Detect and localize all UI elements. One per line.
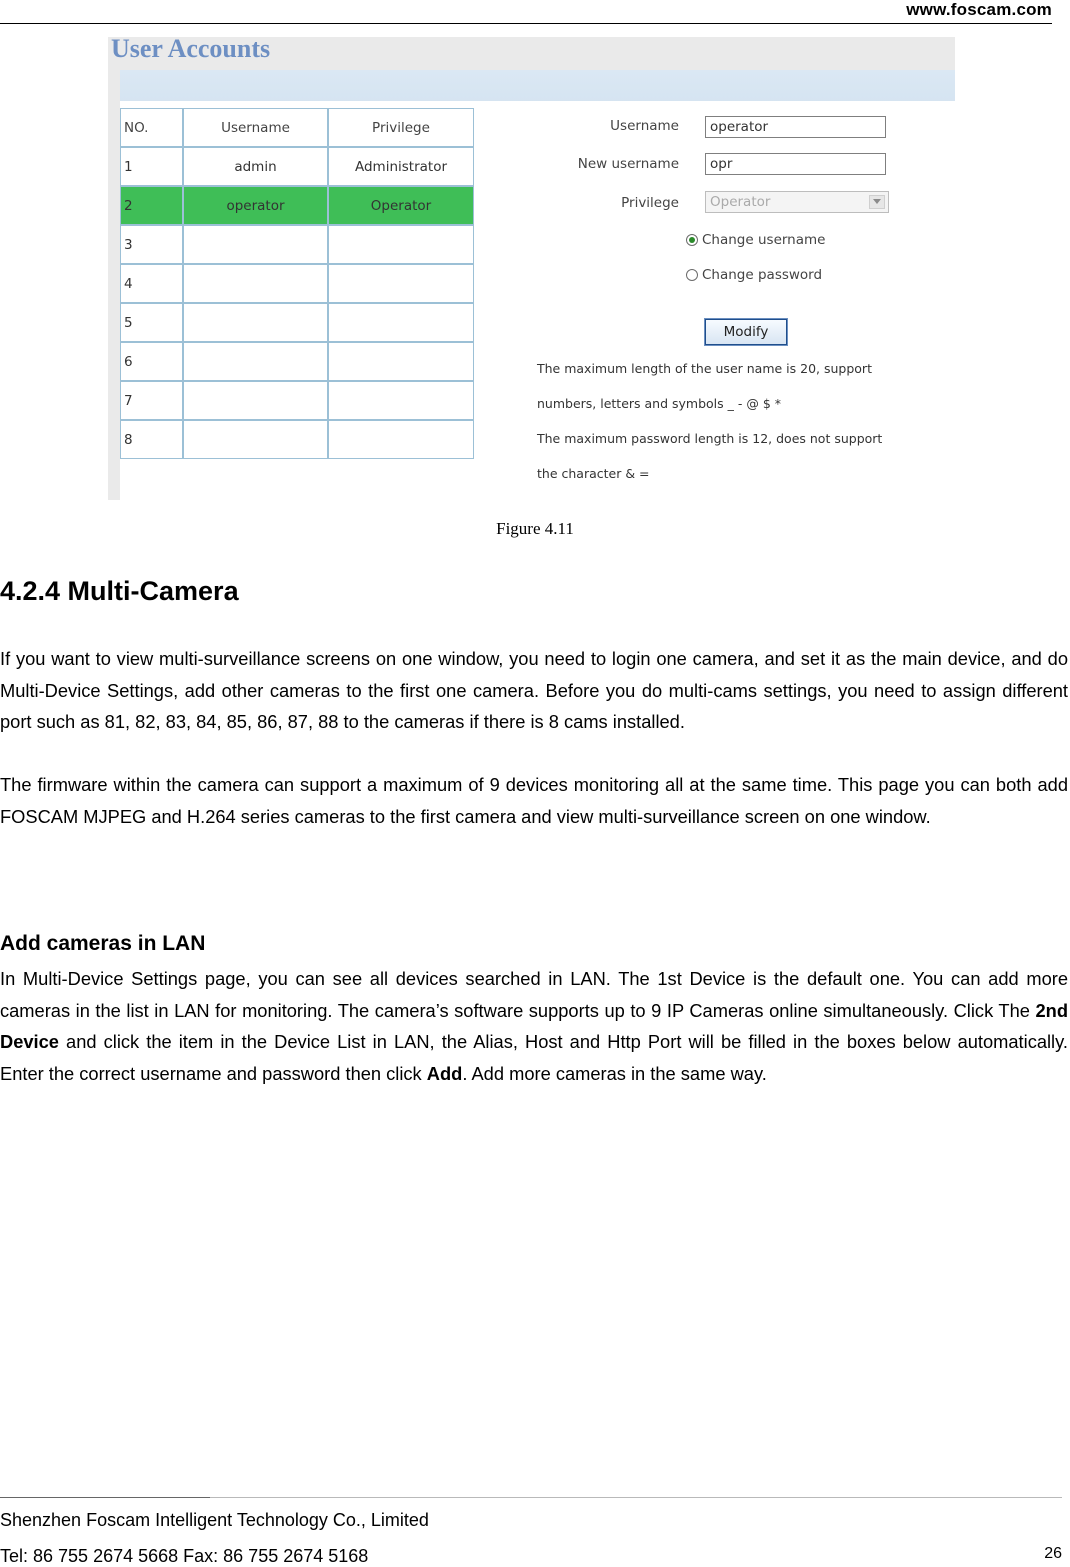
row-username: admin (183, 147, 328, 186)
row-no: 5 (120, 303, 183, 342)
username-label: Username (610, 118, 679, 134)
table-row[interactable] (120, 147, 474, 186)
footer-company: Shenzhen Foscam Intelligent Technology Co., Limited (0, 1510, 429, 1530)
section-paragraph-2: The firmware within the camera can support a maximum of 9 devices monitoring all at the same time. This page you can both add FOSCAM MJPEG and H.264 series cameras to the first camera and view multi-surveillance screen on one window. (0, 774, 1068, 827)
header-username: Username (183, 108, 328, 147)
section-paragraph-1: If you want to view multi-surveillance screens on one window, you need to login one camera, and set it as the main device, and do Multi-Device Settings, add other cameras to the first one camera. Before you do multi-cams settings, you need to assign different port such as 81, 82, 83, 84, 85, 86, 87, 88 to the cameras if there is 8 cams installed. (0, 648, 1068, 732)
radio-change-username[interactable] (686, 234, 698, 246)
row-privilege (328, 303, 474, 342)
row-no: 2 (120, 186, 183, 225)
chevron-down-icon (869, 195, 885, 209)
subsection-paragraph (0, 963, 1068, 1089)
new-username-input[interactable]: opr (705, 153, 886, 175)
row-no: 8 (120, 420, 183, 459)
table-row[interactable] (120, 381, 474, 420)
table-row[interactable] (120, 420, 474, 459)
privilege-label: Privilege (621, 195, 679, 211)
user-table (120, 108, 474, 459)
row-privilege (328, 225, 474, 264)
page-number: 26 (1044, 1545, 1062, 1562)
row-privilege (328, 420, 474, 459)
modify-button[interactable]: Modify (705, 319, 787, 345)
row-username: operator (183, 186, 328, 225)
row-privilege (328, 264, 474, 303)
table-header-row (120, 108, 474, 147)
row-privilege: Administrator (328, 147, 474, 186)
row-username (183, 381, 328, 420)
note-line-2: numbers, letters and symbols _ - @ $ * (537, 396, 782, 411)
row-no: 6 (120, 342, 183, 381)
change-username-option[interactable] (686, 232, 825, 248)
change-password-label: Change password (702, 267, 823, 283)
note-line-1: The maximum length of the user name is 20, support (537, 361, 872, 376)
row-no: 4 (120, 264, 183, 303)
note-line-3: The maximum password length is 12, does not support (537, 431, 883, 446)
section-heading: 4.2.4 Multi-Camera (0, 576, 239, 606)
para-text-3: . Add more cameras in the same way. (462, 1062, 767, 1084)
row-username (183, 420, 328, 459)
username-input[interactable]: operator (705, 116, 886, 138)
header-no: NO. (120, 108, 183, 147)
para-text-1: In Multi-Device Settings page, you can see all devices searched in LAN. The 1st Device is the default one. You can add more cameras in the list in LAN for monitoring. The camera’s software supports up to 9 IP Cameras online simultaneously. Click The (0, 968, 1068, 1021)
table-row[interactable] (120, 264, 474, 303)
table-row[interactable] (120, 342, 474, 381)
user-accounts-screenshot (108, 37, 955, 500)
new-username-label: New username (577, 156, 679, 172)
table-row-selected[interactable] (120, 186, 474, 225)
row-no: 7 (120, 381, 183, 420)
table-row[interactable] (120, 303, 474, 342)
footer-rule-accent (0, 1497, 210, 1498)
para-bold-add: Add (426, 1062, 463, 1084)
site-url[interactable]: www.foscam.com (906, 0, 1052, 19)
para-bold-2nd-device: 2nd Device (0, 999, 1068, 1052)
header-privilege: Privilege (328, 108, 474, 147)
row-privilege (328, 342, 474, 381)
row-no: 3 (120, 225, 183, 264)
figure-caption: Figure 4.11 (496, 519, 574, 538)
row-username (183, 264, 328, 303)
screenshot-title: User Accounts (111, 37, 271, 63)
radio-change-password[interactable] (686, 269, 698, 281)
privilege-select[interactable] (705, 191, 889, 213)
table-row[interactable] (120, 225, 474, 264)
row-no: 1 (120, 147, 183, 186)
note-line-4: the character & = (537, 466, 650, 481)
header-rule (0, 23, 1052, 24)
row-username (183, 342, 328, 381)
row-privilege: Operator (328, 186, 474, 225)
row-privilege (328, 381, 474, 420)
change-password-option[interactable] (686, 267, 822, 283)
subsection-heading: Add cameras in LAN (0, 932, 206, 955)
para-text-2: and click the item in the Device List in LAN, the Alias, Host and Http Port will be filled in the boxes below automatically. Enter the correct username and password then click (0, 1031, 1068, 1084)
privilege-value: Operator (710, 194, 771, 210)
footer-contact: Tel: 86 755 2674 5668 Fax: 86 755 2674 5168 (0, 1546, 369, 1566)
row-username (183, 225, 328, 264)
row-username (183, 303, 328, 342)
change-username-label: Change username (702, 232, 826, 248)
